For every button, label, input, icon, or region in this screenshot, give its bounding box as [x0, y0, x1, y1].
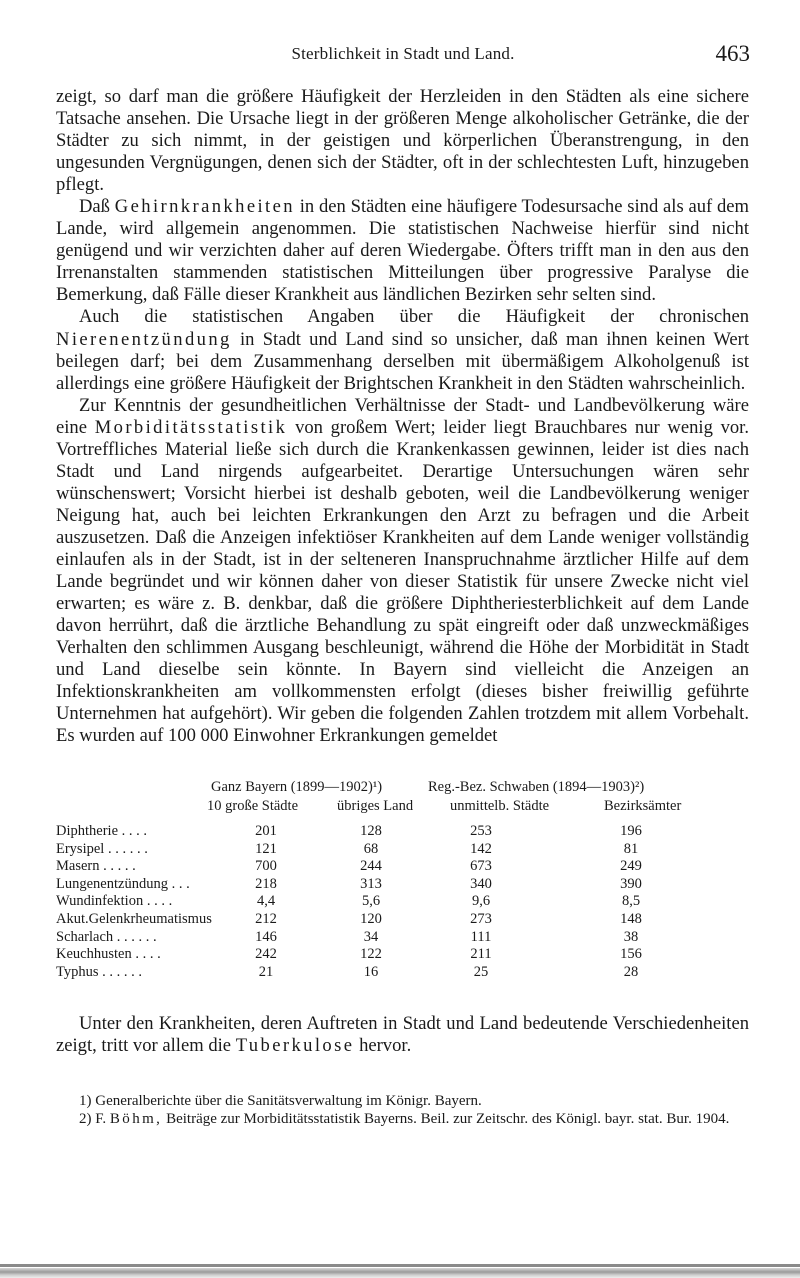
table-row	[56, 911, 750, 929]
row-label: Masern . . . . .	[56, 858, 136, 875]
table-cell: 9,6	[471, 893, 491, 910]
table-cell: 196	[620, 823, 642, 839]
row-label: Wundinfektion . . . .	[56, 893, 173, 910]
footnotes	[56, 1092, 749, 1128]
footnote-marker: 2) F.	[79, 1111, 107, 1127]
column-group-bayern: Ganz Bayern (1899—1902)¹)	[211, 779, 383, 795]
morbidity-table	[56, 823, 750, 981]
page-edge-rule	[0, 1264, 800, 1267]
footnote-2	[56, 1110, 749, 1128]
table-cell: 673	[470, 858, 492, 875]
emphasized-term: Gehirnkrankheiten	[114, 196, 295, 218]
emphasized-term: Nierenentzündung	[56, 328, 232, 350]
table-cell: 242	[255, 946, 277, 963]
table-cell: 390	[620, 875, 642, 892]
table-cell: 148	[620, 910, 642, 927]
footnote-author: Böhm,	[109, 1111, 163, 1127]
footnote-text: Beiträge zur Morbiditätsstatistik Bayerns. Beil. zur Zeitschr. des Königl. bayr. stat. Bur. 1904.	[166, 1111, 730, 1127]
running-head	[56, 41, 750, 74]
emphasized-term: Tuberkulose	[235, 1035, 355, 1057]
row-label: Diphtherie . . . .	[56, 823, 148, 839]
table-row	[56, 929, 750, 947]
row-label: Typhus . . . . . .	[56, 963, 142, 980]
table-cell: 253	[470, 823, 492, 839]
table-cell: 81	[623, 840, 639, 857]
table-cell: 142	[470, 840, 492, 857]
table-row	[56, 876, 750, 894]
paragraph-heart-disease	[56, 86, 749, 196]
table-cell: 8,5	[621, 893, 641, 910]
table-cell: 218	[255, 875, 277, 892]
table-cell: 340	[470, 875, 492, 892]
paragraph-lead: Daß	[79, 196, 110, 218]
table-header	[56, 778, 750, 818]
paragraph-lead: Auch die statistischen Angaben über die Häufigkeit der chronischen	[79, 306, 749, 328]
row-label: Erysipel . . . . . .	[56, 840, 148, 857]
table-row	[56, 841, 750, 859]
table-row	[56, 964, 750, 982]
table-row	[56, 823, 750, 841]
table-cell: 4,4	[256, 893, 276, 910]
table-cell: 201	[255, 823, 277, 839]
table-cell: 128	[360, 823, 382, 839]
closing-paragraph	[56, 1013, 749, 1057]
table-cell: 122	[360, 946, 382, 963]
table-cell: 273	[470, 910, 492, 927]
paragraph-text: von großem Wert; leider liegt Brauchbares nur wenig vor. Vortreffliches Material ließe sich durch die Krankenkassen gewinnen, leider ist dies nach Stadt und Land nirgends aufgearbeitet. Derartige Untersuchungen wären sehr wünschenswert; Vorsicht hierbei ist deshalb geboten, weil die Landbevölkerung weniger Neigung hat, auch bei leichten Erkrankungen den Arzt zu befragen und die Arbeit auszusetzen. Daß die Anzeigen infektiöser Krankheiten auf dem Lande weniger vollständig einlaufen als in der Stadt, ist in der selteneren Inanspruchnahme ärztlicher Hilfe auf dem Lande begründet und wir können daher von dieser Statistik für unsere Zwecke nicht viel erwarten; es wäre z. B. denkbar, daß die größere Diphtheriesterblichkeit auf dem Lande davon herrührt, daß die ärztliche Behandlung zu spät eingreift oder daß unzweckmäßiges Verhalten den schlimmen Ausgang beschleunigt, während die Höhe der Morbidität in Stadt und Land dieselbe sein könnte. In Bayern sind vielleicht die Anzeigen an Infektionskrankheiten am vollkommensten erfolgt (dieses bisher freiwillig geführte Unternehmen hat aufgehört). Wir geben die folgenden Zahlen trotzdem mit allem Vorbehalt. Es wurden auf 100 000 Einwohner Erkrankungen gemeldet	[56, 416, 749, 747]
table-cell: 121	[255, 840, 277, 857]
table-cell: 16	[363, 963, 379, 980]
table-cell: 211	[470, 946, 492, 963]
table-cell: 700	[255, 858, 277, 875]
paragraph-lead: Zur Kenntnis der gesundheitlichen Verhältnisse der Stadt- und Landbevölkerung wäre eine	[56, 394, 749, 438]
table-row	[56, 946, 750, 964]
table-cell: 156	[620, 946, 642, 963]
table-cell: 244	[360, 858, 382, 875]
table-cell: 5,6	[361, 893, 381, 910]
table-cell: 68	[363, 840, 379, 857]
paragraph-text: in den Städten eine häufigere Todesursache sind als auf dem Lande, wird allgemein angenommen. Die statistischen Nachweise hierfür sind nicht genügend und wir verzichten daher auf deren Wiedergabe. Öfters trifft man in den aus den Irrenanstalten stammenden statistischen Mitteilungen über progressive Paralyse die Bemerkung, daß Fälle dieser Krankheit aus ländlichen Bezirken sehr selten sind.	[56, 196, 749, 306]
row-label: Scharlach . . . . . .	[56, 928, 157, 945]
row-label: Lungenentzündung . . .	[56, 875, 190, 892]
table-cell: 146	[255, 928, 277, 945]
column-header-cities: 10 große Städte	[207, 798, 299, 814]
body-text	[56, 86, 749, 747]
table-row	[56, 893, 750, 911]
column-header-country: übriges Land	[337, 798, 414, 814]
paragraph-morbidity	[56, 395, 749, 748]
footnote-1: 1) Generalberichte über die Sanitätsverwaltung im Königr. Bayern.	[79, 1093, 482, 1109]
paragraph-text: in Stadt und Land sind so unsicher, daß man ihnen keinen Wert beilegen darf; bei dem Zusammenhang derselben mit übermäßigem Alkoholgenuß ist allerdings eine größere Häufigkeit der Brightschen Krankheit in den Städten wahrscheinlich.	[56, 328, 749, 394]
paragraph-text: zeigt, so darf man die größere Häufigkeit der Herzleiden in den Städten als eine sichere Tatsache ansehen. Die Ursache liegt in der größeren Menge alkoholischer Getränke, die der Städter zu sich nimmt, in der geistigen und körperlichen Überanstrengung, in den ungesunden Vergnügungen, denen sich der Städter, oft in der schlechtesten Luft, hinzugeben pflegt.	[56, 86, 749, 196]
table-cell: 21	[258, 963, 274, 980]
paragraph-text: hervor.	[359, 1035, 412, 1057]
paragraph-lead: Unter den Krankheiten, deren Auftreten in Stadt und Land bedeutende Verschiedenheiten zeigt, tritt vor allem die	[56, 1013, 749, 1057]
paragraph-tuberculosis	[56, 1013, 749, 1057]
table-cell: 25	[473, 963, 489, 980]
page-edge-shadow	[0, 1268, 800, 1278]
column-header-direct-cities: unmittelb. Städte	[450, 798, 550, 814]
table-cell: 28	[623, 963, 639, 980]
row-label: Keuchhusten . . . .	[56, 946, 161, 963]
table-cell: 249	[620, 858, 642, 875]
emphasized-term: Morbiditätsstatistik	[94, 416, 288, 438]
row-label: Akut.Gelenkrheumatismus	[56, 910, 212, 927]
paragraph-nephritis	[56, 306, 749, 394]
table-cell: 111	[470, 928, 492, 945]
column-group-schwaben: Reg.-Bez. Schwaben (1894—1903)²)	[428, 779, 645, 795]
table-cell: 38	[623, 928, 639, 945]
table-cell: 313	[360, 875, 382, 892]
paragraph-brain-disease	[56, 196, 749, 306]
table-cell: 34	[363, 928, 379, 945]
table-cell: 120	[360, 910, 382, 927]
column-header-districts: Bezirksämter	[604, 798, 682, 814]
running-title: Sterblichkeit in Stadt und Land.	[291, 44, 515, 63]
page-number: 463	[715, 41, 750, 66]
table-row	[56, 858, 750, 876]
table-cell: 212	[255, 910, 277, 927]
